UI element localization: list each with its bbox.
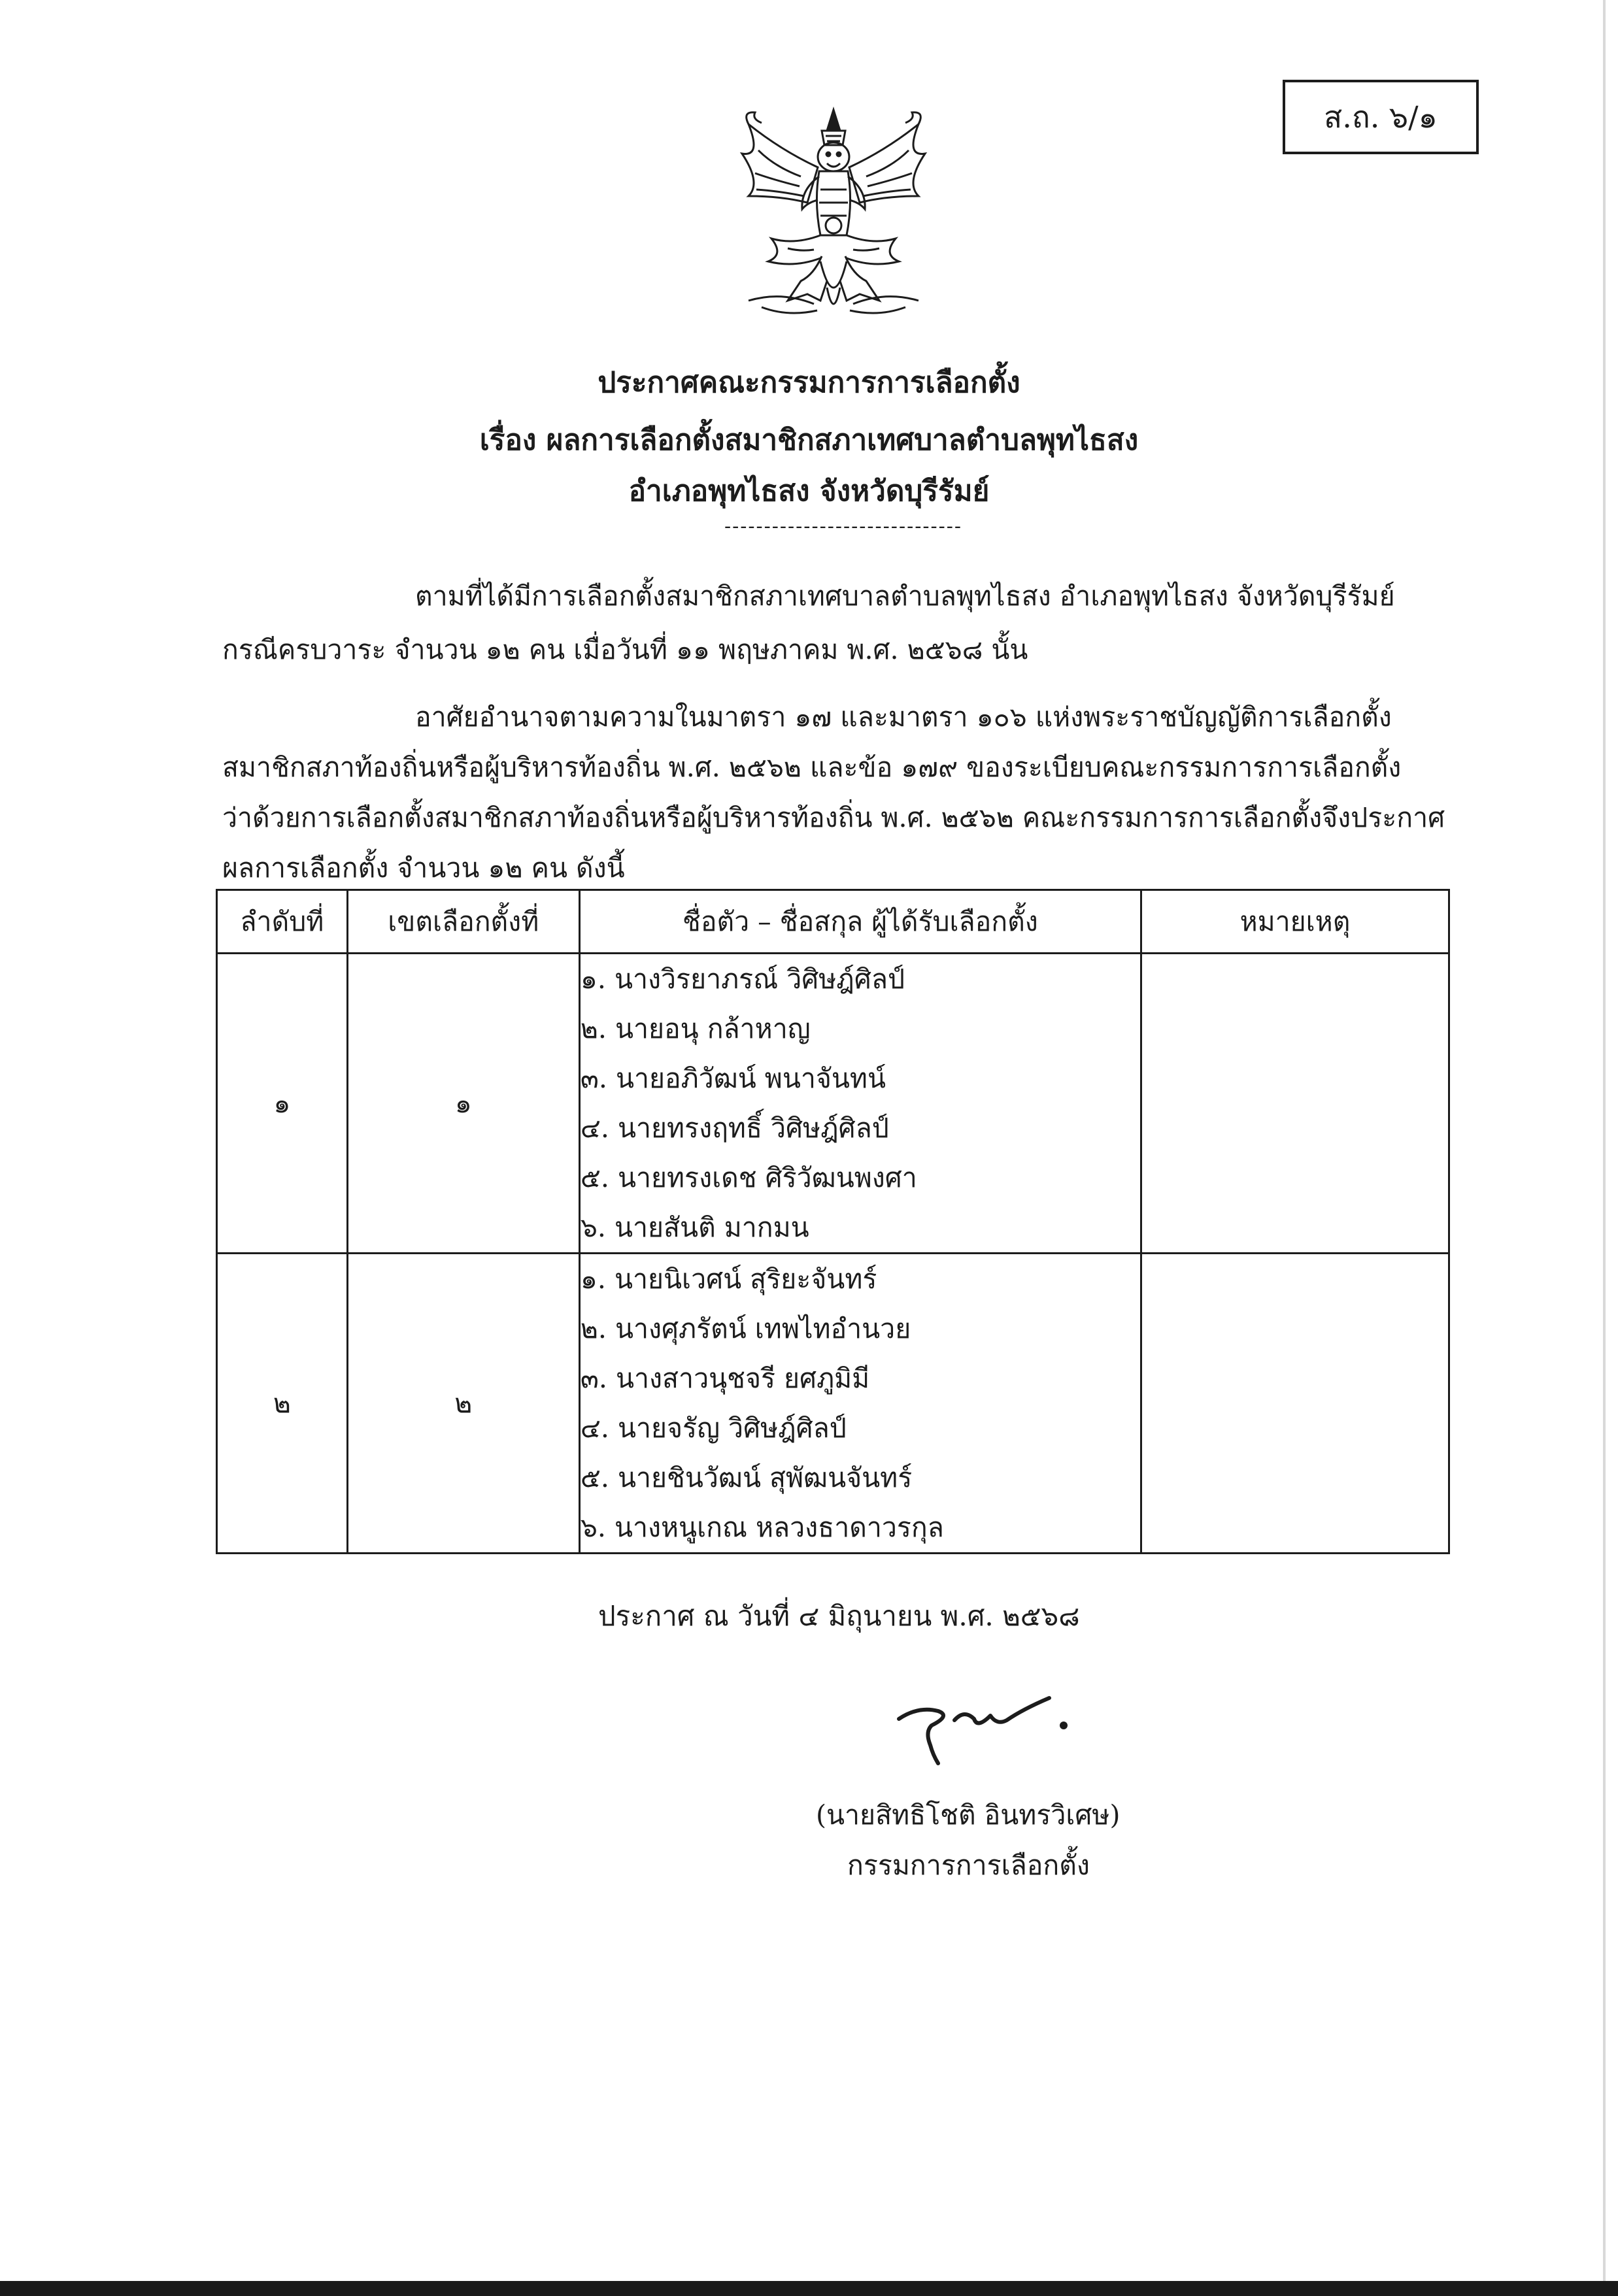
table-header-row xyxy=(217,890,1449,954)
row-district: ๑ xyxy=(347,954,579,1254)
elected-name: ๔. นายจรัญ วิศิษฎ์ศิลป์ xyxy=(580,1412,847,1444)
paragraph1-line1: ตามที่ได้มีการเลือกตั้งสมาชิกสภาเทศบาลตำบลพุทไธสง อำเภอพุทไธสง จังหวัดบุรีรัมย์ xyxy=(415,580,1395,612)
table-row xyxy=(217,954,1449,1254)
elected-name: ๑. นางวิรยาภรณ์ วิศิษฎ์ศิลป์ xyxy=(580,963,905,995)
garuda-emblem xyxy=(722,105,945,330)
page-edge-right xyxy=(1603,0,1606,2296)
elected-name: ๓. นางสาวนุชจรี ยศภูมิมี xyxy=(580,1363,870,1394)
row-order: ๒ xyxy=(217,1254,348,1554)
paragraph2-line4: ผลการเลือกตั้ง จำนวน ๑๒ คน ดังนี้ xyxy=(222,852,625,884)
signer-title: กรรมการการเลือกตั้ง xyxy=(847,1850,1090,1881)
table-row xyxy=(217,1254,1449,1554)
paragraph2-line1: อาศัยอำนาจตามความในมาตรา ๑๗ และมาตรา ๑๐๖ แห่งพระราชบัญญัติการเลือกตั้ง xyxy=(415,701,1392,733)
heading-title: ประกาศคณะกรรมการการเลือกตั้ง xyxy=(598,366,1020,399)
heading-divider: ------------------------------ xyxy=(724,515,963,538)
heading-location: อำเภอพุทไธสง จังหวัดบุรีรัมย์ xyxy=(628,474,990,508)
header-remarks: หมายเหตุ xyxy=(1141,890,1449,954)
heading-subject: เรื่อง ผลการเลือกตั้งสมาชิกสภาเทศบาลตำบลพุทไธสง xyxy=(479,424,1139,457)
row-remarks xyxy=(1141,1254,1449,1554)
signature xyxy=(892,1680,1075,1771)
elected-name: ๒. นายอนุ กล้าหาญ xyxy=(580,1013,811,1044)
elected-name: ๕. นายชินวัฒน์ สุพัฒนจันทร์ xyxy=(580,1462,913,1493)
elected-name: ๔. นายทรงฤทธิ์ วิศิษฎ์ศิลป์ xyxy=(580,1112,889,1144)
form-code: ส.ถ. ๖/๑ xyxy=(1324,99,1438,135)
row-district: ๒ xyxy=(347,1254,579,1554)
election-results-table xyxy=(216,889,1450,1554)
header-names: ชื่อตัว – ชื่อสกุล ผู้ได้รับเลือกตั้ง xyxy=(579,890,1141,954)
scan-bottom-edge xyxy=(0,2281,1618,2296)
form-code-box xyxy=(1283,80,1479,154)
elected-name: ๖. นางหนูเกณ หลวงธาดาวรกุล xyxy=(580,1512,944,1543)
header-order: ลำดับที่ xyxy=(217,890,348,954)
elected-name: ๕. นายทรงเดช ศิริวัฒนพงศา xyxy=(580,1162,917,1193)
elected-name: ๓. นายอภิวัฒน์ พนาจันทน์ xyxy=(580,1063,886,1094)
elected-name: ๖. นายสันติ มากมน xyxy=(580,1212,809,1243)
row-names xyxy=(579,954,1141,1254)
announcement-date: ประกาศ ณ วันที่ ๔ มิถุนายน พ.ศ. ๒๕๖๘ xyxy=(598,1600,1080,1632)
header-district: เขตเลือกตั้งที่ xyxy=(347,890,579,954)
paragraph2-line2: สมาชิกสภาท้องถิ่นหรือผู้บริหารท้องถิ่น พ.ศ. ๒๕๖๒ และข้อ ๑๗๙ ของระเบียบคณะกรรมการการเลือกตั้ง xyxy=(222,752,1402,783)
row-remarks xyxy=(1141,954,1449,1254)
paragraph1-line2: กรณีครบวาระ จำนวน ๑๒ คน เมื่อวันที่ ๑๑ พฤษภาคม พ.ศ. ๒๕๖๘ นั้น xyxy=(222,634,1028,665)
elected-name: ๑. นายนิเวศน์ สุริยะจันทร์ xyxy=(580,1263,877,1295)
row-order: ๑ xyxy=(217,954,348,1254)
elected-name: ๒. นางศุภรัตน์ เทพไทอำนวย xyxy=(580,1313,911,1344)
paragraph2-line3: ว่าด้วยการเลือกตั้งสมาชิกสภาท้องถิ่นหรือผู้บริหารท้องถิ่น พ.ศ. ๒๕๖๒ คณะกรรมการการเลือกตั้งจึงประกาศ xyxy=(222,802,1445,833)
row-names xyxy=(579,1254,1141,1554)
signer-name: (นายสิทธิโชติ อินทรวิเศษ) xyxy=(816,1799,1121,1831)
